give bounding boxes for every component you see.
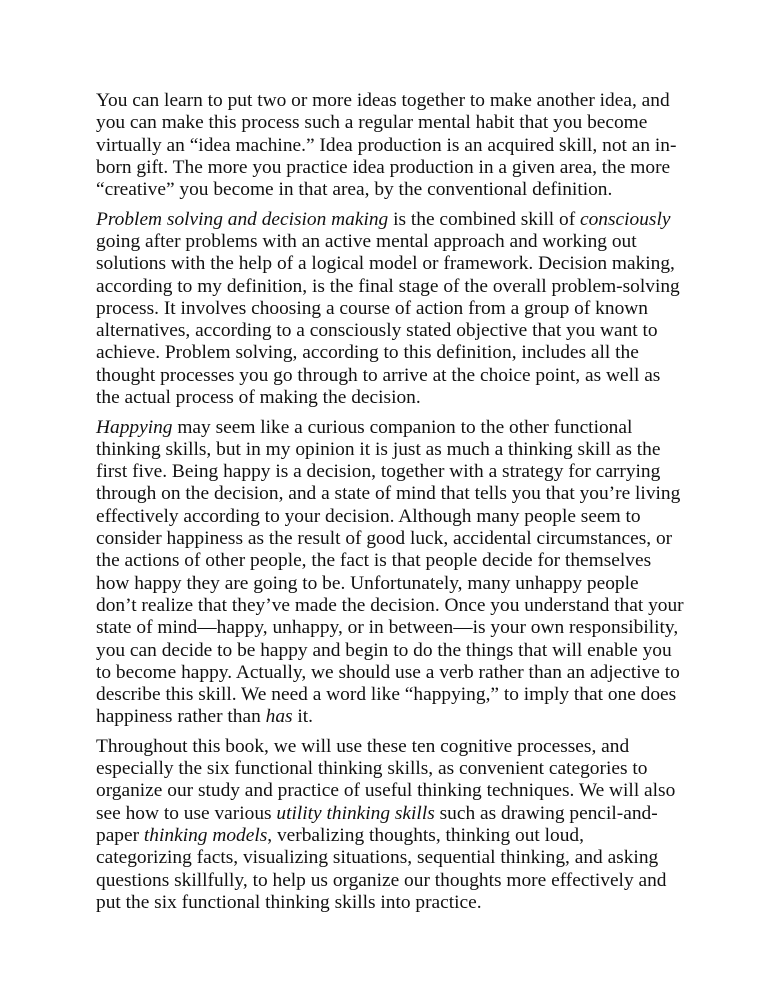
text-run: it. [292, 706, 314, 728]
text-run: is the combined skill of [388, 208, 580, 230]
page-body [96, 90, 684, 921]
paragraph-idea-production [96, 90, 684, 201]
text-run: going after problems with an active mental approach and working out solutions with the help of a logical model or framework. Decision making, according to my definition, is the final stage of the overall problem-solving process. It involves choosing a course of action from a group of known alternatives, according to a consciously stated objective that you want to achieve. Problem solving, according to this definition, includes all the thought processes you go through to arrive at the choice point, as well as the actual process of making the decision. [96, 230, 680, 409]
text-run: , verbalizing thoughts, thinking out loud, categorizing facts, visualizing situations, sequential thinking, and asking questions skillfully, to help us organize our thoughts more effectively and put the six functional thinking skills into practice. [96, 825, 667, 913]
text-run: such as drawing pencil-and-paper [96, 802, 658, 847]
paragraph-throughout-this-book [96, 736, 684, 914]
italic-word-has: has [265, 706, 293, 728]
italic-word-consciously: consciously [580, 208, 671, 230]
text-run: may seem like a curious companion to the other functional thinking skills, but in my opinion it is just as much a thinking skill as the first five. Being happy is a decision, together with a strategy for carrying through on the decision, and a state of mind that tells you that you’re living effectively according to your decision. Although many people seem to consider happiness as the result of good luck, accidental circumstances, or the actions of other people, the fact is that people decide for themselves how happy they are going to be. Unfortunately, many unhappy people don’t realize that they’ve made the decision. Once you understand that your state of mind—happy, unhappy, or in between—is your own responsibility, you can decide to be happy and begin to do the things that will enable you to become happy. Actually, we should use a verb rather than an adjective to describe this skill. We need a word like “happying,” to imply that one does happiness rather than [96, 416, 684, 728]
italic-term-problem-solving: Problem solving and decision making [96, 208, 389, 230]
italic-term-utility-thinking-skills: utility thinking skills [276, 802, 435, 824]
paragraph-problem-solving [96, 209, 684, 410]
italic-term-happying: Happying [96, 416, 173, 438]
text-run: Throughout this book, we will use these ten cognitive processes, and especially the six functional thinking skills, as convenient categories to organize our study and practice of useful thinking techniques. We will also see how to use various [96, 735, 676, 824]
paragraph-happying [96, 417, 684, 729]
italic-term-thinking-models: thinking models [143, 825, 268, 847]
text-run: You can learn to put two or more ideas together to make another idea, and you can make this process such a regular mental habit that you become virtually an “idea machine.” Idea production is an acquired skill, not an inborn gift. The more you practice idea production in a given area, the more “creative” you become in that area, by the conventional definition. [96, 90, 677, 201]
